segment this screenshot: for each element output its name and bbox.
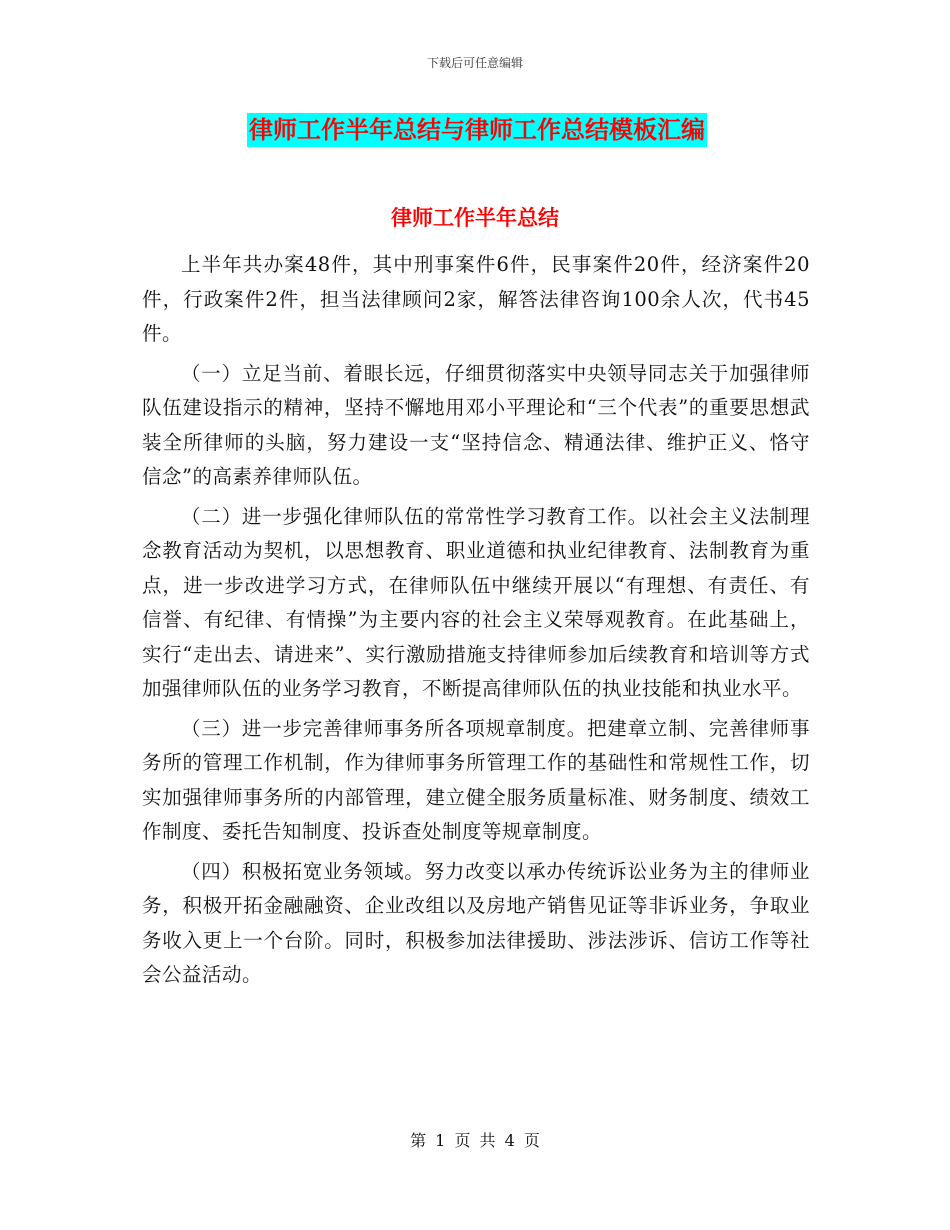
paragraph-item-2: （二）进一步强化律师队伍的常常性学习教育工作。以社会主义法制理念教育活动为契机，以思想教育、职业道德和执业纪律教育、法制教育为重点，进一步改进学习方式，在律师队伍中继续开展以“有理想、有责任、有信誉、有纪律、有情操”为主要内容的社会主义荣辱观教育。在此基础上，实行“走出去、请进来”、实行激励措施支持律师参加后续教育和培训等方式加强律师队伍的业务学习教育，不断提高律师队伍的执业技能和执业水平。 [142, 504, 810, 700]
paragraph-item-4: （四）积极拓宽业务领域。努力改变以承办传统诉讼业务为主的律师业务，积极开拓金融融资、企业改组以及房地产销售见证等非诉业务，争取业务收入更上一个台阶。同时，积极参加法律援助、涉法涉诉、信访工作等社会公益活动。 [142, 859, 810, 986]
document-title: 律师工作半年总结与律师工作总结模板汇编 [247, 113, 707, 147]
paragraph-item-3: （三）进一步完善律师事务所各项规章制度。把建章立制、完善律师事务所的管理工作机制，作为律师事务所管理工作的基础性和常规性工作，切实加强律师事务所的内部管理，建立健全服务质量标准、财务制度、绩效工作制度、委托告知制度、投诉查处制度等规章制度。 [142, 716, 810, 843]
page-footer: 第 1 页 共 4 页 [410, 1131, 540, 1150]
page-header-note: 下载后可任意编辑 [426, 56, 523, 70]
section-heading: 律师工作半年总结 [391, 206, 559, 230]
document-body [142, 248, 810, 998]
paragraph-item-1: （一）立足当前、着眼长远，仔细贯彻落实中央领导同志关于加强律师队伍建设指示的精神，坚持不懈地用邓小平理论和“三个代表”的重要思想武装全所律师的头脑，努力建设一支“坚持信念、精通法律、维护正义、恪守信念”的高素养律师队伍。 [142, 361, 810, 488]
paragraph-case-summary: 上半年共办案48件，其中刑事案件6件，民事案件20件，经济案件20件，行政案件2件，担当法律顾问2家，解答法律咨询100余人次，代书45件。 [142, 253, 810, 345]
